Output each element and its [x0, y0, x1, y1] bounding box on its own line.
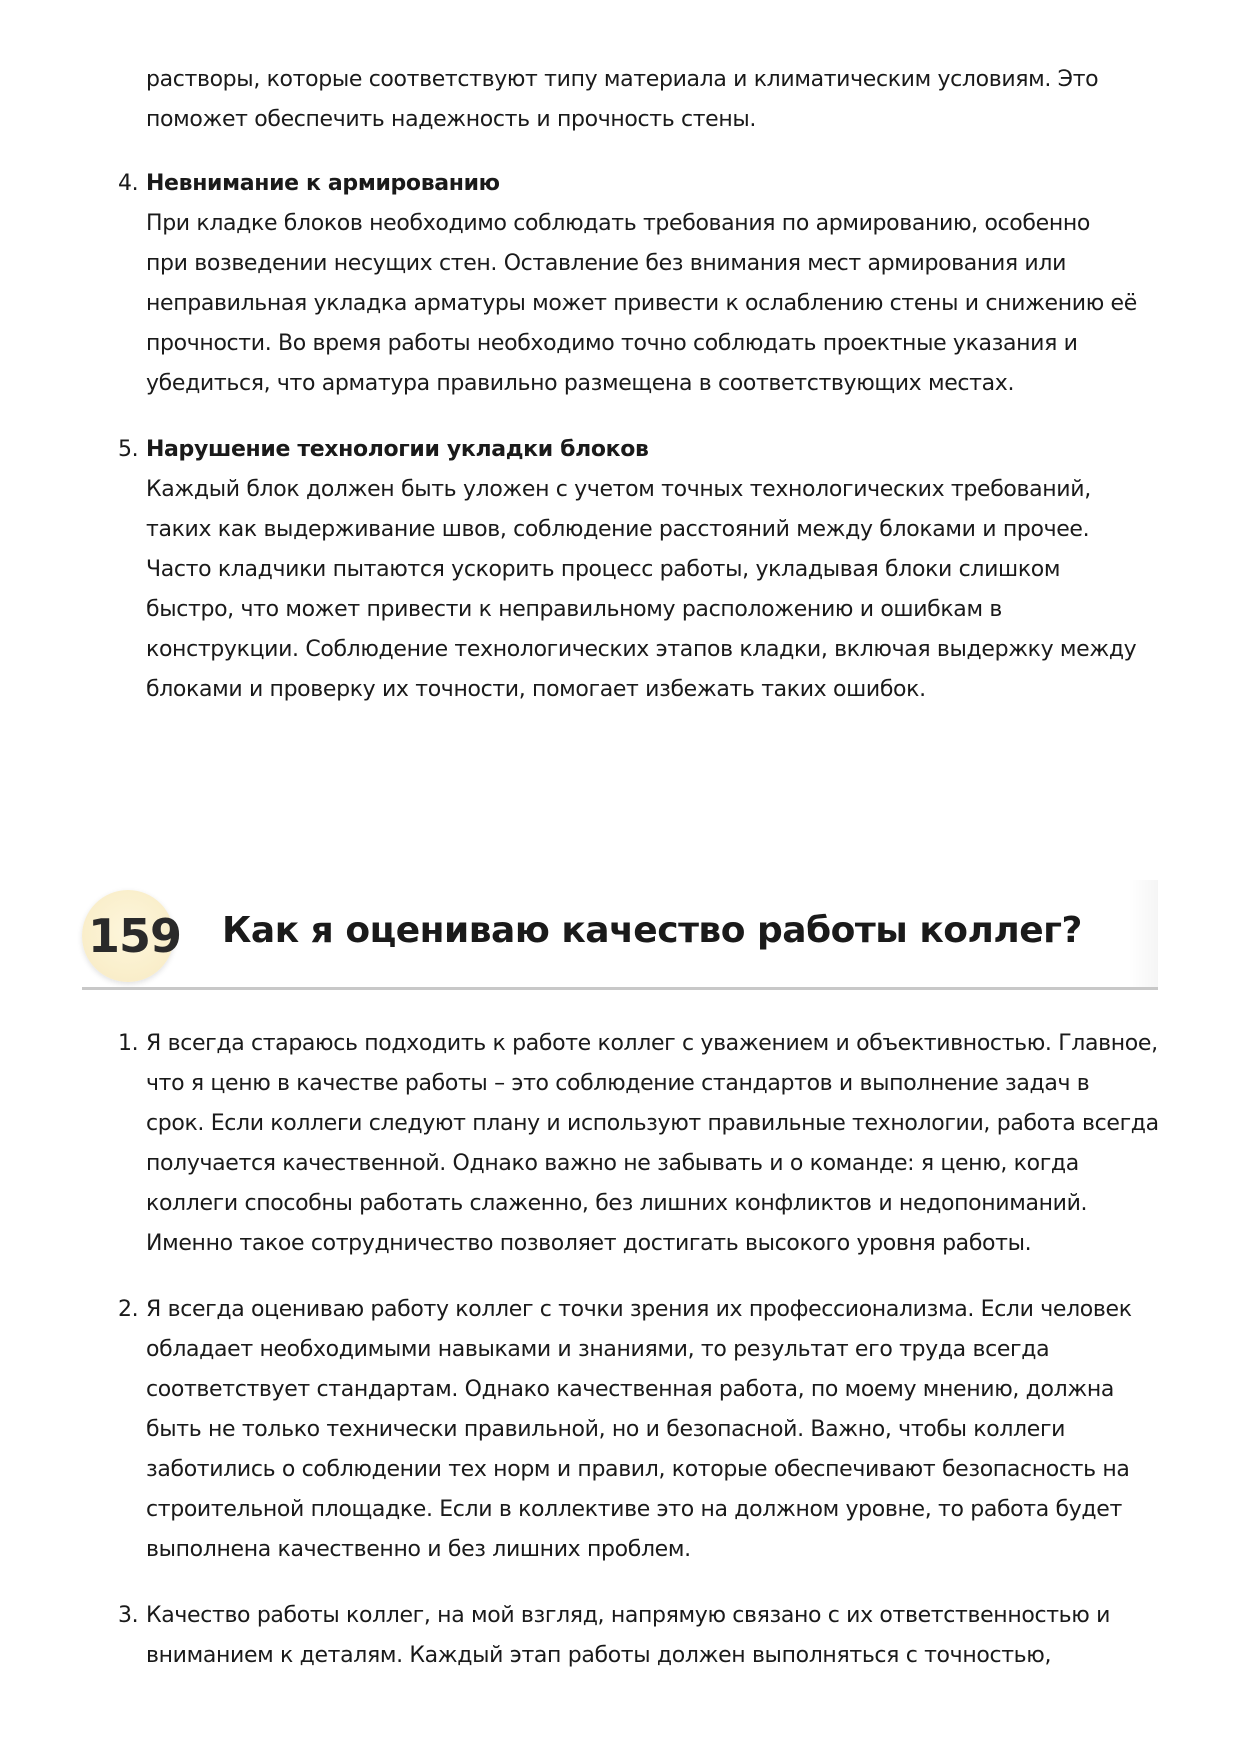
list-item-5	[118, 430, 1178, 710]
text-line: коллеги способны работать слаженно, без лишних конфликтов и недопониманий.	[146, 1191, 1088, 1216]
text-line: убедиться, что арматура правильно размещена в соответствующих местах.	[146, 371, 1015, 396]
list-item-heading: Нарушение технологии укладки блоков	[146, 437, 649, 462]
text-line: строительной площадке. Если в коллективе это на должном уровне, то работа будет	[146, 1497, 1122, 1522]
list-number: 3.	[118, 1603, 139, 1628]
question-number-badge	[82, 890, 182, 982]
answer-item-1	[118, 1024, 1178, 1264]
text-line: при возведении несущих стен. Оставление без внимания мест армирования или	[146, 251, 1067, 276]
text-line: получается качественной. Однако важно не забывать и о команде: я ценю, когда	[146, 1151, 1079, 1176]
answer-item-3	[118, 1596, 1178, 1676]
text-line: соответствует стандартам. Однако качественная работа, по моему мнению, должна	[146, 1377, 1114, 1402]
question-header	[82, 880, 1158, 990]
text-line: неправильная укладка арматуры может привести к ослаблению стены и снижению её	[146, 291, 1137, 316]
text-line: блоками и проверку их точности, помогает избежать таких ошибок.	[146, 677, 926, 702]
list-item-4	[118, 164, 1178, 404]
answer-item-2	[118, 1290, 1178, 1570]
text-line: Качество работы коллег, на мой взгляд, напрямую связано с их ответственностью и	[146, 1603, 1111, 1628]
text-line: срок. Если коллеги следуют плану и используют правильные технологии, работа всегда	[146, 1111, 1159, 1136]
continuation-paragraph	[146, 60, 1166, 140]
text-line: прочности. Во время работы необходимо точно соблюдать проектные указания и	[146, 331, 1078, 356]
text-line: что я ценю в качестве работы – это соблюдение стандартов и выполнение задач в	[146, 1071, 1090, 1096]
text-line: Я всегда оцениваю работу коллег с точки зрения их профессионализма. Если человек	[146, 1297, 1132, 1322]
list-item-heading: Невнимание к армированию	[146, 171, 500, 196]
question-number: 159	[88, 909, 182, 963]
list-number: 2.	[118, 1297, 139, 1322]
text-line: быть не только технически правильной, но и безопасной. Важно, чтобы коллеги	[146, 1417, 1066, 1442]
text-line: При кладке блоков необходимо соблюдать требования по армированию, особенно	[146, 211, 1090, 236]
text-line: Часто кладчики пытаются ускорить процесс работы, укладывая блоки слишком	[146, 557, 1061, 582]
text-line: конструкции. Соблюдение технологических этапов кладки, включая выдержку между	[146, 637, 1137, 662]
header-divider	[82, 987, 1158, 990]
text-line: растворы, которые соответствуют типу материала и климатическим условиям. Это	[146, 67, 1099, 92]
text-line: обладает необходимыми навыками и знаниями, то результат его труда всегда	[146, 1337, 1050, 1362]
text-line: вниманием к деталям. Каждый этап работы должен выполняться с точностью,	[146, 1643, 1052, 1668]
text-line: Я всегда стараюсь подходить к работе коллег с уважением и объективностью. Главное,	[146, 1031, 1158, 1056]
header-shadow	[1128, 880, 1158, 988]
list-number: 4.	[118, 171, 139, 196]
list-number: 5.	[118, 437, 139, 462]
list-number: 1.	[118, 1031, 139, 1056]
text-line: Именно такое сотрудничество позволяет достигать высокого уровня работы.	[146, 1231, 1032, 1256]
text-line: быстро, что может привести к неправильному расположению и ошибкам в	[146, 597, 1002, 622]
text-line: Каждый блок должен быть уложен с учетом точных технологических требований,	[146, 477, 1091, 502]
question-title: Как я оцениваю качество работы коллег?	[222, 910, 1082, 951]
text-line: выполнена качественно и без лишних проблем.	[146, 1537, 691, 1562]
text-line: таких как выдерживание швов, соблюдение расстояний между блоками и прочее.	[146, 517, 1090, 542]
text-line: заботились о соблюдении тех норм и правил, которые обеспечивают безопасность на	[146, 1457, 1130, 1482]
text-line: поможет обеспечить надежность и прочность стены.	[146, 107, 757, 132]
